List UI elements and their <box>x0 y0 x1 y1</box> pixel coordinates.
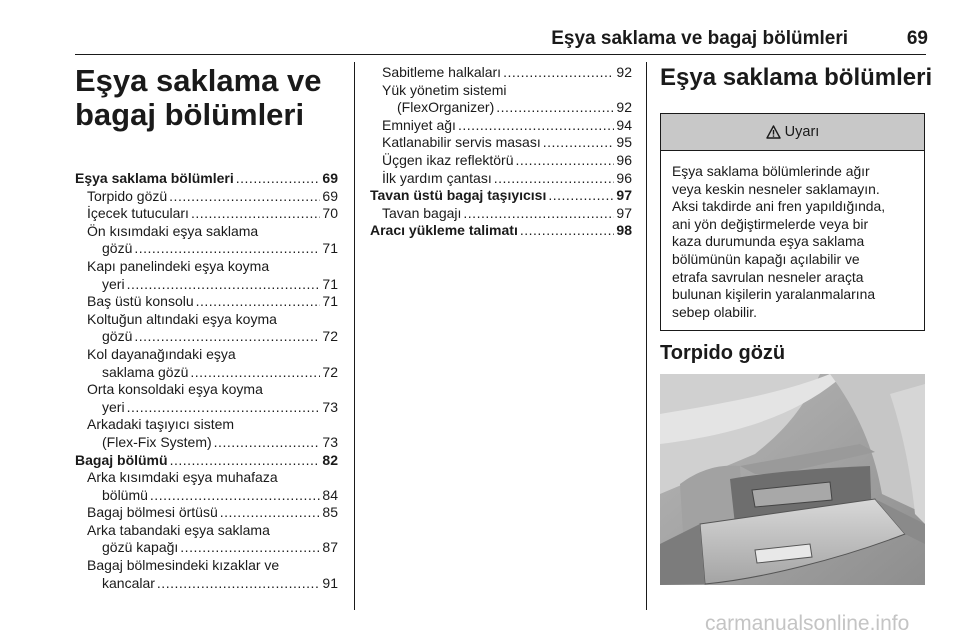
toc-entry-line1[interactable]: Bagaj bölmesindeki kızaklar ve <box>87 557 280 574</box>
warning-label: Uyarı <box>784 124 820 140</box>
toc-entry[interactable]: bölümü ..... 84 <box>75 487 338 505</box>
toc-entry[interactable]: yeri ..... 73 <box>75 399 338 417</box>
toc-entry[interactable]: yeri ..... 71 <box>75 276 338 294</box>
toc-entry[interactable]: gözü ..... 71 <box>75 240 338 258</box>
toc-entry-line1[interactable]: Arka tabandaki eşya saklama <box>87 521 270 538</box>
toc-entry[interactable]: İçecek tutucuları ..... 70 <box>75 205 338 223</box>
toc-column-2 <box>370 64 632 240</box>
toc-entry[interactable]: Tavan bagajı ..... 97 <box>370 205 632 223</box>
warning-line: kaza durumunda eşya saklama <box>672 233 865 250</box>
toc-entry[interactable]: (FlexOrganizer) ..... 92 <box>370 99 632 117</box>
warning-box <box>660 113 925 331</box>
toc-entry[interactable]: gözü ..... 72 <box>75 328 338 346</box>
chapter-title <box>75 64 345 132</box>
warning-header <box>661 114 924 151</box>
toc-entry[interactable]: Eşya saklama bölümleri ..... 69 <box>75 170 338 188</box>
toc-entry[interactable]: Baş üstü konsolu ..... 71 <box>75 293 338 311</box>
warning-line: etrafa savrulan nesneler araçta <box>672 268 864 285</box>
warning-triangle-icon <box>766 125 781 139</box>
warning-line: Aksi takdirde ani fren yapıldığında, <box>672 198 886 215</box>
column-divider-1 <box>354 62 355 610</box>
column-divider-2 <box>646 62 647 610</box>
toc-entry-line1[interactable]: Orta konsoldaki eşya koyma <box>87 381 263 398</box>
toc-entry[interactable]: Sabitleme halkaları ..... 92 <box>370 64 632 82</box>
watermark: carmanualsonline.info <box>705 612 910 635</box>
glovebox-illustration <box>660 374 925 585</box>
toc-entry[interactable]: Katlanabilir servis masası ..... 95 <box>370 134 632 152</box>
toc-entry-line1[interactable]: Arkadaki taşıyıcı sistem <box>87 416 235 433</box>
toc-entry-line1[interactable]: Koltuğun altındaki eşya koyma <box>87 310 277 327</box>
toc-entry[interactable]: Üçgen ikaz reflektörü ..... 96 <box>370 152 632 170</box>
toc-entry-line1[interactable]: Arka kısımdaki eşya muhafaza <box>87 469 278 486</box>
header-title: Eşya saklama ve bagaj bölümleri <box>551 28 848 49</box>
toc-entry-line1[interactable]: Yük yönetim sistemi <box>382 81 507 98</box>
toc-entry-line1[interactable]: Ön kısımdaki eşya saklama <box>87 222 259 239</box>
toc-entry-line1[interactable]: Kapı panelindeki eşya koyma <box>87 257 270 274</box>
toc-entry[interactable]: gözü kapağı ..... 87 <box>75 539 338 557</box>
chapter-title-line1: Eşya saklama ve <box>75 63 322 98</box>
toc-entry[interactable]: Tavan üstü bagaj taşıyıcısı ..... 97 <box>370 187 632 205</box>
toc-entry[interactable]: Bagaj bölmesi örtüsü ..... 85 <box>75 504 338 522</box>
toc-entry[interactable]: kancalar ..... 91 <box>75 575 338 593</box>
chapter-title-line2: bagaj bölümleri <box>75 97 305 132</box>
warning-line: bölümünün kapağı açılabilir ve <box>672 250 860 267</box>
section-title: Eşya saklama bölümleri <box>660 64 933 91</box>
toc-column-1 <box>75 170 338 592</box>
header-rule <box>75 54 926 55</box>
warning-line: ani yön değiştirmelerde veya bir <box>672 215 869 232</box>
warning-line: Eşya saklama bölümlerinde ağır <box>672 163 870 179</box>
toc-entry[interactable]: saklama gözü ..... 72 <box>75 364 338 382</box>
warning-line: veya keskin nesneler saklamayın. <box>672 180 880 197</box>
warning-text <box>661 151 924 321</box>
toc-entry[interactable]: Torpido gözü ..... 69 <box>75 188 338 206</box>
warning-line: bulunan kişilerin yaralanmalarına <box>672 286 876 303</box>
header-page-number: 69 <box>906 28 928 49</box>
toc-entry[interactable]: İlk yardım çantası ..... 96 <box>370 170 632 188</box>
toc-entry-line1[interactable]: Kol dayanağındaki eşya <box>87 345 236 362</box>
toc-entry[interactable]: Bagaj bölümü ..... 82 <box>75 452 338 470</box>
toc-entry[interactable]: Emniyet ağı ..... 94 <box>370 117 632 135</box>
toc-entry[interactable]: Aracı yükleme talimatı ..... 98 <box>370 222 632 240</box>
subsection-title: Torpido gözü <box>660 342 786 364</box>
warning-line: sebep olabilir. <box>672 303 757 320</box>
toc-entry[interactable]: (Flex-Fix System) ..... 73 <box>75 434 338 452</box>
